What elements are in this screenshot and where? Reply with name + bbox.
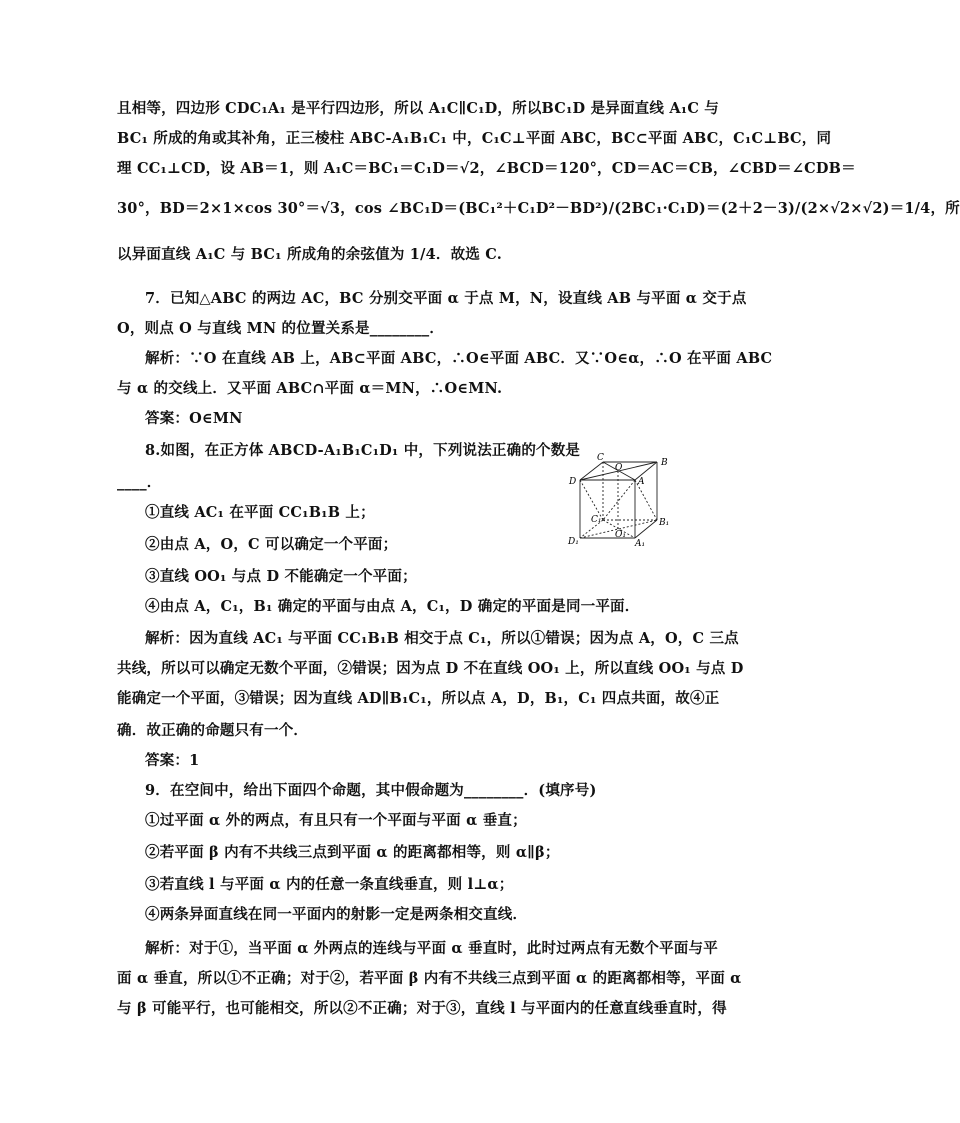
text-line: 与 β 可能平行，也可能相交，所以②不正确；对于③，直线 l 与平面内的任意直线垂直时，得 — [117, 1000, 727, 1017]
answer-8: 答案：1 — [145, 752, 200, 769]
label-c1: C₁ — [591, 515, 602, 525]
label-a: A — [638, 477, 645, 487]
text-line: O，则点 O 与直线 MN 的位置关系是________． — [117, 320, 445, 337]
option-line: ④两条异面直线在同一平面内的射影一定是两条相交直线． — [145, 906, 528, 923]
text-line: 理 CC₁⊥CD，设 AB＝1，则 A₁C＝BC₁＝C₁D＝√2，∠BCD＝120°，CD＝AC＝CB，∠CBD＝∠CDB＝ — [117, 160, 856, 177]
text-line: 共线，所以可以确定无数个平面，②错误；因为点 D 不在直线 OO₁ 上，所以直线 OO₁ 与点 D — [117, 660, 744, 677]
text-line: 以异面直线 A₁C 与 BC₁ 所成角的余弦值为 1/4．故选 C. — [117, 246, 502, 263]
text-line: ____． — [117, 474, 162, 491]
option-line: ④由点 A，C₁，B₁ 确定的平面与由点 A，C₁，D 确定的平面是同一平面． — [145, 598, 640, 615]
analysis-label: 解析：∵O 在直线 AB 上，AB⊂平面 ABC，∴O∈平面 ABC．又∵O∈α，∴O 在平面 ABC — [145, 350, 773, 367]
option-line: ③直线 OO₁ 与点 D 不能确定一个平面； — [145, 568, 417, 585]
option-line: ①过平面 α 外的两点，有且只有一个平面与平面 α 垂直； — [145, 812, 527, 829]
option-line: ①直线 AC₁ 在平面 CC₁B₁B 上； — [145, 504, 375, 521]
answer-7: 答案：O∈MN — [145, 410, 243, 427]
text-line: BC₁ 所成的角或其补角，正三棱柱 ABC-A₁B₁C₁ 中，C₁C⊥平面 ABC，BC⊂平面 ABC，C₁C⊥BC，同 — [117, 130, 832, 147]
cube-figure — [565, 452, 675, 547]
question-7: 7．已知△ABC 的两边 AC，BC 分别交平面 α 于点 M，N，设直线 AB 与平面 α 交于点 — [145, 290, 747, 307]
text-line: 能确定一个平面，③错误；因为直线 AD∥B₁C₁，所以点 A，D，B₁，C₁ 四点共面，故④正 — [117, 690, 720, 707]
label-b: B — [661, 458, 668, 468]
label-d: D — [569, 477, 577, 487]
text-line: 面 α 垂直，所以①不正确；对于②，若平面 β 内有不共线三点到平面 α 的距离都相等，平面 α — [117, 970, 742, 987]
option-line: ③若直线 l 与平面 α 内的任意一条直线垂直，则 l⊥α； — [145, 876, 514, 893]
text-line: 30°，BD＝2×1×cos 30°＝√3，cos ∠BC₁D＝(BC₁²＋C₁D²－BD²)/(2BC₁·C₁D)＝(2＋2－3)/(2×√2×√2)＝1/4，所 — [117, 200, 960, 217]
label-b1: B₁ — [659, 518, 670, 528]
label-o1: O₁ — [615, 530, 626, 540]
question-8: 8.如图，在正方体 ABCD-A₁B₁C₁D₁ 中，下列说法正确的个数是 — [145, 442, 581, 459]
analysis-label: 解析：对于①，当平面 α 外两点的连线与平面 α 垂直时，此时过两点有无数个平面与平 — [145, 940, 718, 957]
label-c: C — [597, 453, 604, 463]
text-line: 且相等，四边形 CDC₁A₁ 是平行四边形，所以 A₁C∥C₁D，所以BC₁D 是异面直线 A₁C 与 — [117, 100, 720, 117]
option-line: ②若平面 β 内有不共线三点到平面 α 的距离都相等，则 α∥β； — [145, 844, 560, 861]
label-o: O — [615, 463, 623, 473]
label-a1: A₁ — [635, 539, 646, 549]
text-line: 确．故正确的命题只有一个． — [117, 722, 309, 739]
text-line: 与 α 的交线上．又平面 ABC∩平面 α＝MN，∴O∈MN. — [117, 380, 503, 397]
label-d1: D₁ — [568, 537, 579, 547]
option-line: ②由点 A，O，C 可以确定一个平面； — [145, 536, 398, 553]
analysis-label: 解析：因为直线 AC₁ 与平面 CC₁B₁B 相交于点 C₁，所以①错误；因为点 A，O，C 三点 — [145, 630, 739, 647]
question-9: 9．在空间中，给出下面四个命题，其中假命题为________．(填序号) — [145, 782, 597, 799]
